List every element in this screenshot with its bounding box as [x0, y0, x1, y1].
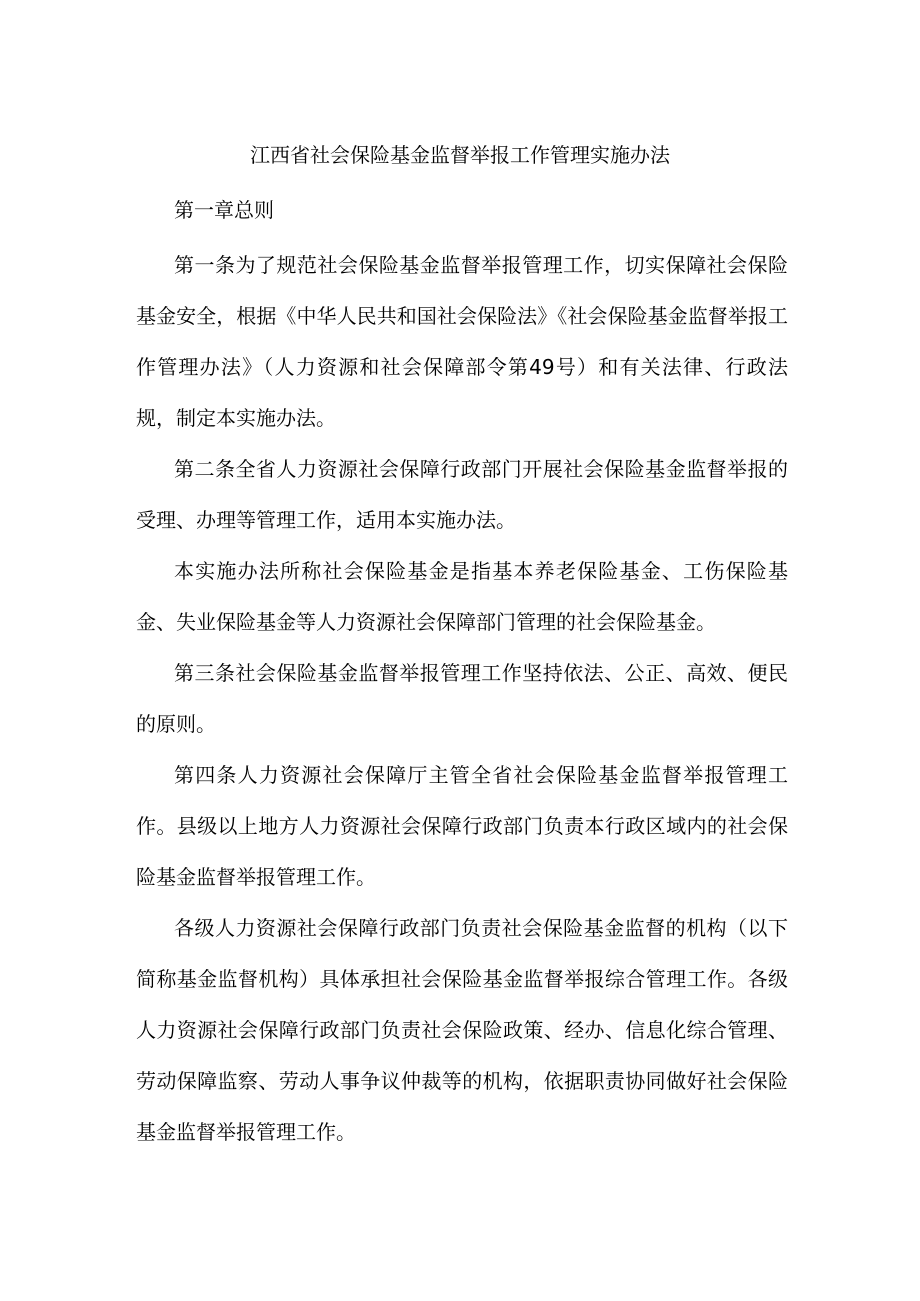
paragraph-article-2: 第二条全省人力资源社会保障行政部门开展社会保险基金监督举报的受理、办理等管理工作，适用本实施办法。: [136, 457, 788, 532]
paragraph-article-1: 第一条为了规范社会保险基金监督举报管理工作，切实保障社会保险基金安全，根据《中华人民共和国社会保险法》《社会保险基金监督举报工作管理办法》（人力资源和社会保障部令第49号）和有关法律、行政法规，制定本实施办法。: [136, 253, 788, 430]
paragraph-fund-definition: 本实施办法所称社会保险基金是指基本养老保险基金、工伤保险基金、失业保险基金等人力资源社会保障部门管理的社会保险基金。: [136, 559, 788, 634]
paragraph-article-4: 第四条人力资源社会保障厅主管全省社会保险基金监督举报管理工作。县级以上地方人力资源社会保障行政部门负责本行政区域内的社会保险基金监督举报管理工作。: [136, 763, 788, 889]
paragraph-article-3: 第三条社会保险基金监督举报管理工作坚持依法、公正、高效、便民的原则。: [136, 661, 788, 736]
document-title: 江西省社会保险基金监督举报工作管理实施办法: [250, 143, 670, 167]
paragraph-supervision-agencies: 各级人力资源社会保障行政部门负责社会保险基金监督的机构（以下简称基金监督机构）具体承担社会保险基金监督举报综合管理工作。各级人力资源社会保障行政部门负责社会保险政策、经办、信息化综合管理、劳动保障监察、劳动人事争议仲裁等的机构，依据职责协同做好社会保险基金监督举报管理工作。: [136, 916, 788, 1144]
chapter-heading: 第一章总则: [174, 198, 274, 222]
